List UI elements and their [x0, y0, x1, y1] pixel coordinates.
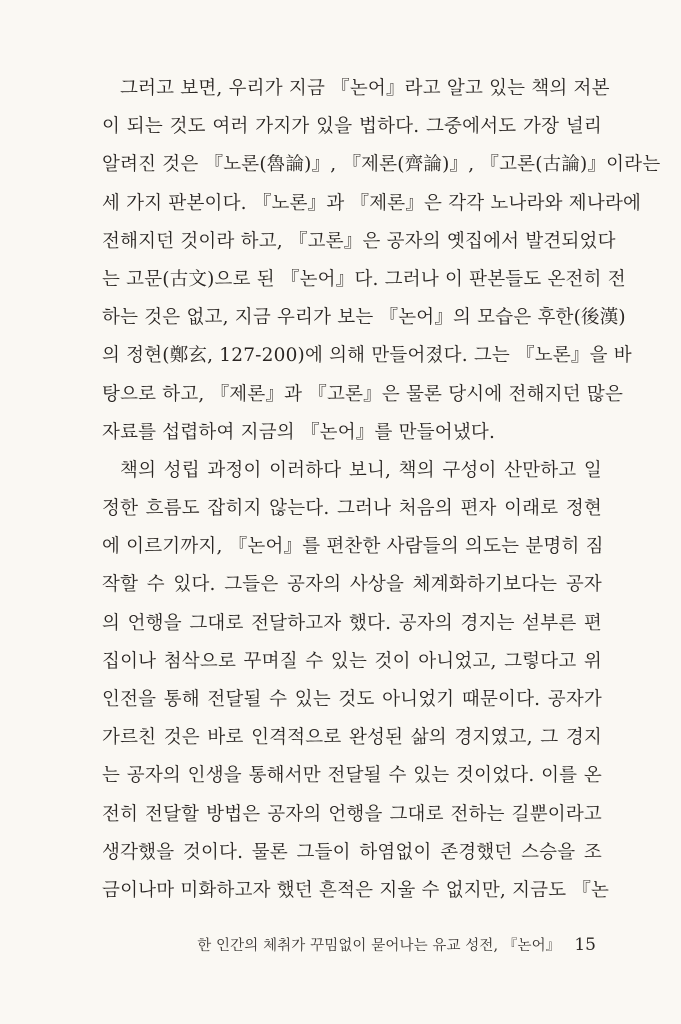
text-line: 하는 것은 없고, 지금 우리가 보는 『논어』의 모습은 후한(後漢) — [102, 307, 626, 329]
text-line: 전해지던 것이라 하고, 『고론』은 공자의 옛집에서 발견되었다 — [102, 230, 616, 252]
text-line: 세 가지 판본이다. 『노론』과 『제론』은 각각 노나라와 제나라에 — [102, 192, 642, 214]
text-line: 가르친 것은 바로 인격적으로 완성된 삶의 경지였고, 그 경지 — [102, 727, 602, 749]
text-line: 알려진 것은 『노론(魯論)』, 『제론(齊論)』, 『고론(古論)』이라는 — [102, 154, 661, 176]
page-number: 15 — [574, 935, 596, 955]
text-line: 책의 성립 과정이 이러하다 보니, 책의 구성이 산만하고 일 — [120, 459, 602, 481]
body-text — [102, 70, 661, 910]
text-line: 전히 전달할 방법은 공자의 언행을 그대로 전하는 길뿐이라고 — [102, 803, 602, 825]
paragraph-1 — [102, 70, 661, 452]
text-line: 의 언행을 그대로 전달하고자 했다. 공자의 경지는 섣부른 편 — [102, 612, 602, 634]
text-line: 에 이르기까지, 『논어』를 편찬한 사람들의 의도는 분명히 짐 — [102, 536, 604, 558]
text-line: 의 정현(鄭玄, 127-200)에 의해 만들어졌다. 그는 『노론』을 바 — [102, 345, 632, 367]
text-line: 자료를 섭렵하여 지금의 『논어』를 만들어냈다. — [102, 421, 496, 443]
text-line: 집이나 첨삭으로 꾸며질 수 있는 것이 아니었고, 그렇다고 위 — [102, 650, 602, 672]
paragraph-2 — [102, 452, 610, 910]
text-line: 인전을 통해 전달될 수 있는 것도 아니었기 때문이다. 공자가 — [102, 689, 602, 710]
text-line: 정한 흐름도 잡히지 않는다. 그러나 처음의 편자 이래로 정현 — [102, 498, 602, 520]
text-line: 는 공자의 인생을 통해서만 전달될 수 있는 것이었다. 이를 온 — [102, 765, 602, 787]
text-line: 이 되는 것도 여러 가지가 있을 법하다. 그중에서도 가장 널리 — [102, 116, 602, 138]
text-line: 금이나마 미화하고자 했던 흔적은 지울 수 없지만, 지금도 『논 — [102, 879, 610, 901]
text-line: 그러고 보면, 우리가 지금 『논어』라고 알고 있는 책의 저본 — [120, 78, 610, 99]
text-line: 는 고문(古文)으로 된 『논어』다. 그러나 이 판본들도 온전히 전 — [102, 268, 626, 290]
text-line: 생각했을 것이다. 물론 그들이 하염없이 존경했던 스승을 조 — [102, 841, 602, 863]
page-footer — [0, 934, 596, 960]
running-head: 한 인간의 체취가 꾸밈없이 묻어나는 유교 성전, 『논어』 — [197, 938, 561, 954]
text-line: 탕으로 하고, 『제론』과 『고론』은 물론 당시에 전해지던 많은 — [102, 383, 624, 405]
text-line: 작할 수 있다. 그들은 공자의 사상을 체계화하기보다는 공자 — [102, 574, 602, 596]
